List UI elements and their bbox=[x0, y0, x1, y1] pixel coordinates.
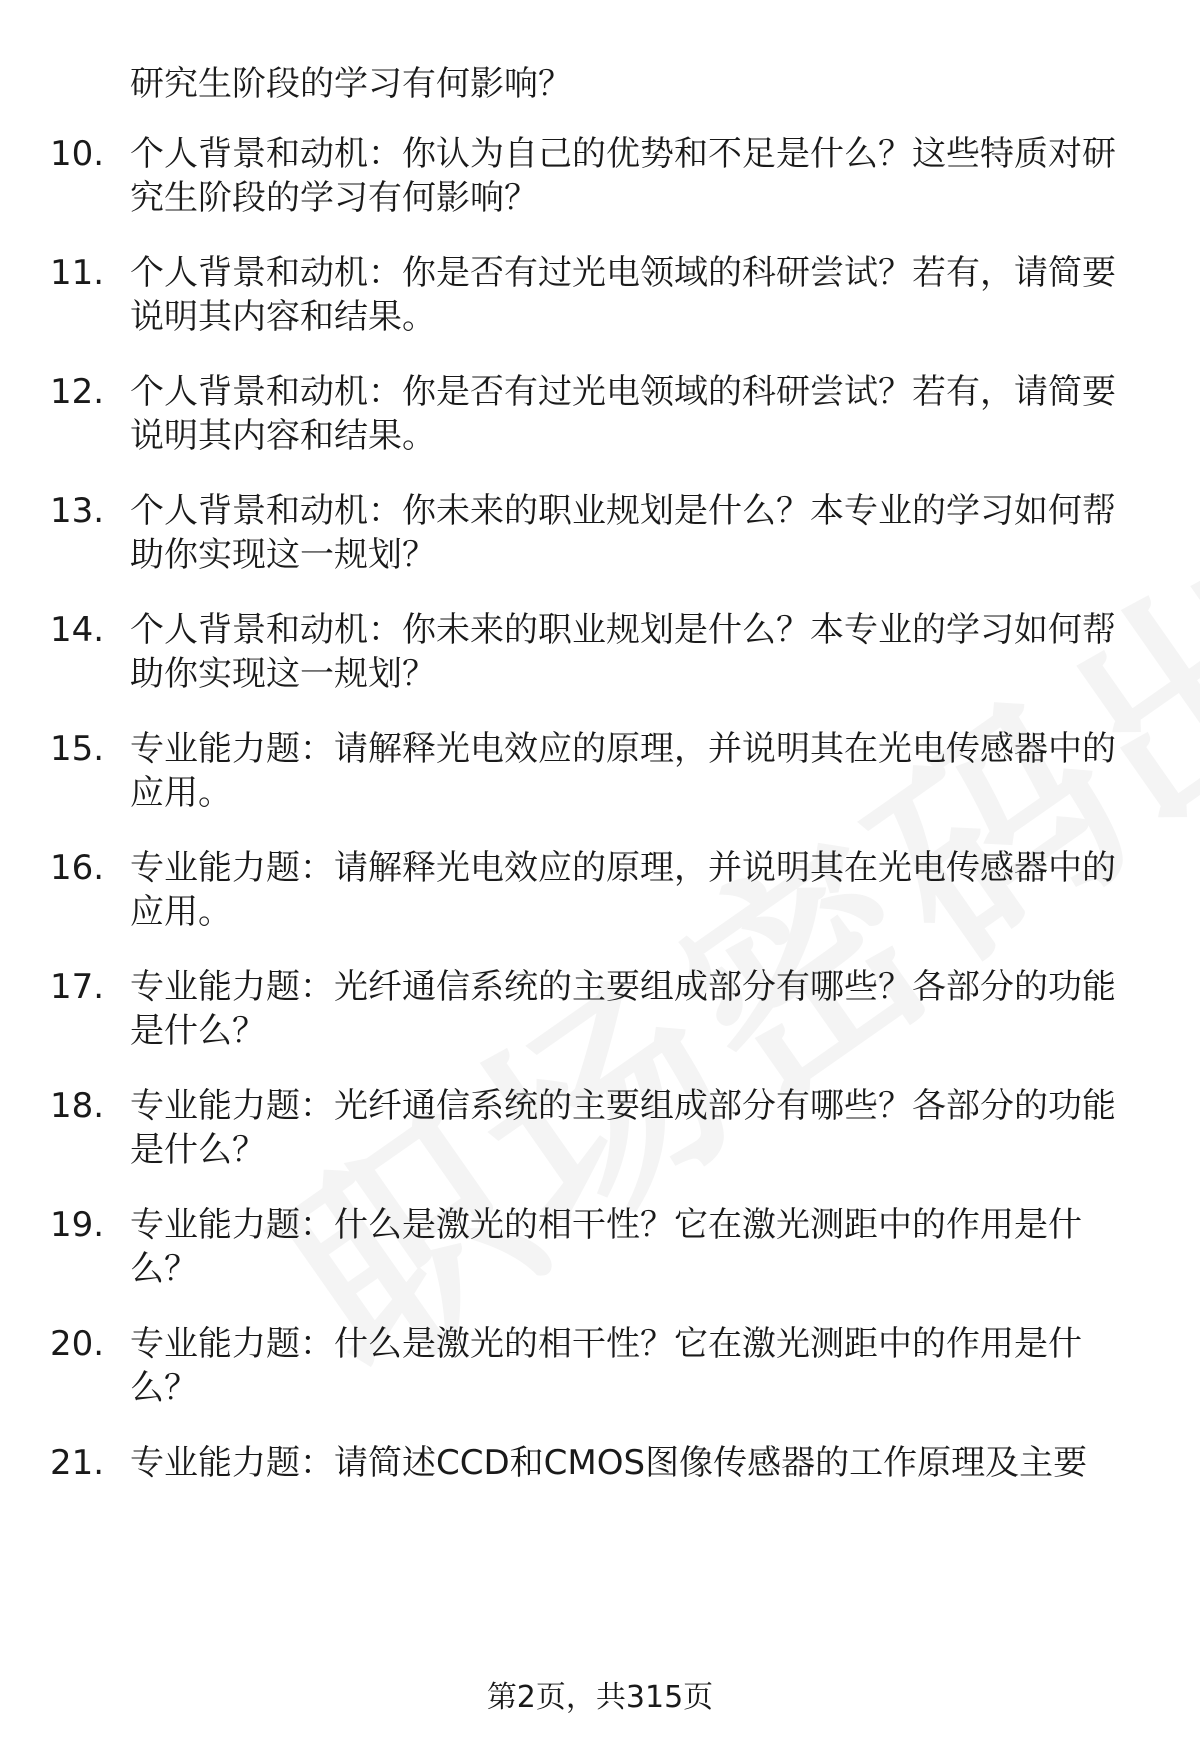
question-text: 专业能力题：光纤通信系统的主要组成部分有哪些？各部分的功能是什么？ bbox=[130, 967, 1116, 1051]
question-text: 个人背景和动机：你未来的职业规划是什么？本专业的学习如何帮助你实现这一规划？ bbox=[130, 610, 1116, 694]
question-number: 14. bbox=[50, 610, 105, 650]
question-text: 个人背景和动机：你是否有过光电领域的科研尝试？若有，请简要说明其内容和结果。 bbox=[130, 253, 1116, 337]
question-text: 专业能力题：什么是激光的相干性？它在激光测距中的作用是什么？ bbox=[130, 1324, 1082, 1408]
question-text: 专业能力题：光纤通信系统的主要组成部分有哪些？各部分的功能是什么？ bbox=[130, 1086, 1116, 1170]
question-text: 个人背景和动机：你未来的职业规划是什么？本专业的学习如何帮助你实现这一规划？ bbox=[130, 491, 1116, 575]
question-number: 13. bbox=[50, 491, 105, 531]
question-text: 个人背景和动机：你是否有过光电领域的科研尝试？若有，请简要说明其内容和结果。 bbox=[130, 372, 1116, 456]
question-number: 19. bbox=[50, 1205, 105, 1245]
question-text: 专业能力题：请简述CCD和CMOS图像传感器的工作原理及主要 bbox=[130, 1443, 1088, 1483]
question-text: 专业能力题：请解释光电效应的原理，并说明其在光电传感器中的应用。 bbox=[130, 848, 1116, 932]
page-number-footer: 第2页，共315页 bbox=[486, 1680, 714, 1715]
question-number: 18. bbox=[50, 1086, 105, 1126]
question-number: 21. bbox=[50, 1443, 105, 1483]
question-number: 10. bbox=[50, 134, 105, 174]
question-number: 16. bbox=[50, 848, 105, 888]
question-number: 15. bbox=[50, 729, 105, 769]
question-number: 20. bbox=[50, 1324, 105, 1364]
continued-question-text: 研究生阶段的学习有何影响？ bbox=[130, 64, 572, 104]
question-number: 12. bbox=[50, 372, 105, 412]
question-text: 个人背景和动机：你认为自己的优势和不足是什么？这些特质对研究生阶段的学习有何影响？ bbox=[130, 134, 1116, 218]
question-number: 11. bbox=[50, 253, 105, 293]
question-number: 17. bbox=[50, 967, 105, 1007]
question-text: 专业能力题：请解释光电效应的原理，并说明其在光电传感器中的应用。 bbox=[130, 729, 1116, 813]
question-text: 专业能力题：什么是激光的相干性？它在激光测距中的作用是什么？ bbox=[130, 1205, 1082, 1289]
